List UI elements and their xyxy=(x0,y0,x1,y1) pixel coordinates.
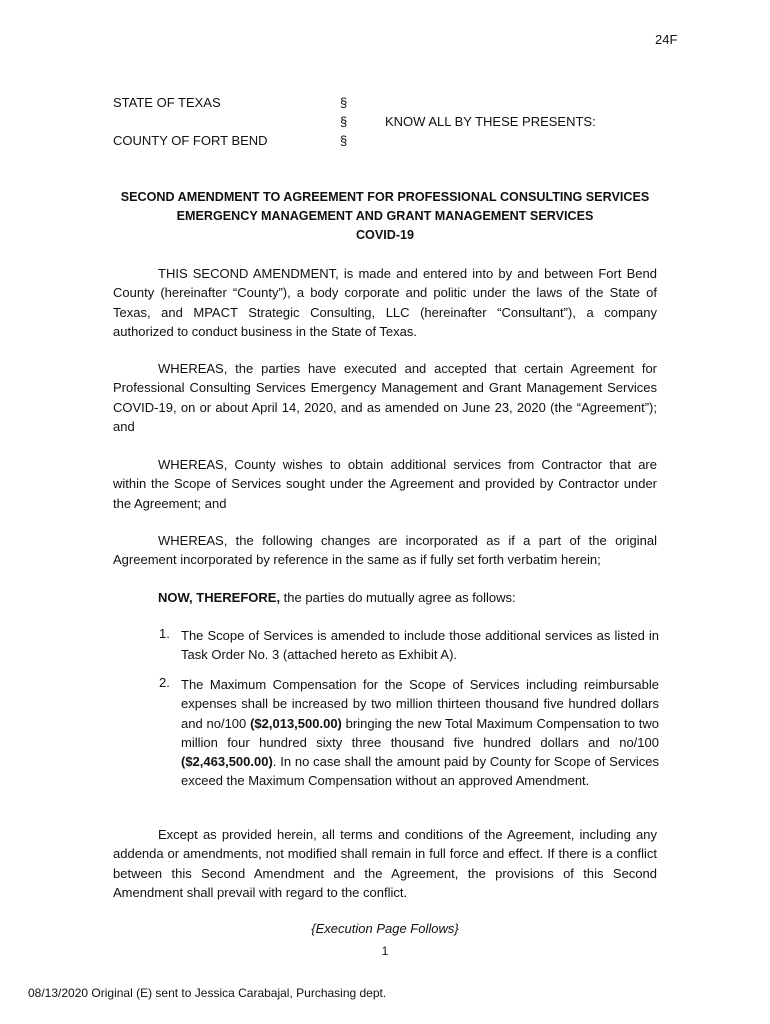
list-item-2-text-e: . In no case shall the amount paid by County for Scope of Services exceed the Maximum Compensation without an approved Amendment. xyxy=(181,754,659,789)
list-item-2-number: 2. xyxy=(159,675,170,690)
list-item-1-number: 1. xyxy=(159,626,170,641)
list-item-2 xyxy=(181,675,659,791)
whereas-paragraph-2: WHEREAS, County wishes to obtain additional services from Contractor that are within the Scope of Services sought under the Agreement and provided by Contractor under the Agreement; and xyxy=(113,457,657,511)
execution-page-note: {Execution Page Follows} xyxy=(311,921,459,936)
amount-increase: ($2,013,500.00) xyxy=(250,715,342,731)
whereas-paragraph-3: WHEREAS, the following changes are incorporated as if a part of the original Agreement incorporated by reference in the same as if fully set forth verbatim herein; xyxy=(113,533,657,568)
now-therefore-paragraph xyxy=(113,588,657,607)
list-item-1: The Scope of Services is amended to include those additional services as listed in Task Order No. 3 (attached hereto as Exhibit A). xyxy=(181,628,659,663)
caption-know-all: KNOW ALL BY THESE PRESENTS: xyxy=(385,114,596,129)
now-therefore-label: NOW, THEREFORE, xyxy=(158,590,281,605)
document-tag: 24F xyxy=(655,32,678,47)
section-symbol-2: § xyxy=(340,114,348,129)
section-symbol-1: § xyxy=(340,95,348,110)
list-item-2-text-c: bringing the new Total Maximum Compensation to two million four hundred sixty three thousand five hundred dollars and no/100 xyxy=(181,715,659,750)
list-item-2-text-a: The Maximum Compensation for the Scope of Services including reimbursable expenses shall be increased by two million thirteen thousand five hundred dollars and no/100 xyxy=(181,677,659,731)
section-symbol-3: § xyxy=(340,133,348,148)
title-line-2: EMERGENCY MANAGEMENT AND GRANT MANAGEMENT SERVICES xyxy=(176,209,594,223)
footer-note: 08/13/2020 Original (E) sent to Jessica Carabajal, Purchasing dept. xyxy=(28,986,387,1000)
now-therefore-text: the parties do mutually agree as follows: xyxy=(280,590,516,605)
page-number: 1 xyxy=(381,944,389,958)
amount-total: ($2,463,500.00) xyxy=(181,754,273,770)
whereas-paragraph-1: WHEREAS, the parties have executed and accepted that certain Agreement for Professional Consulting Services Emergency Management and Grant Management Services COVID-19, on or about April 14, 2020, and as amended on June 23, 2020 (the “Agreement”); and xyxy=(113,361,657,434)
caption-state: STATE OF TEXAS xyxy=(113,95,221,110)
title-line-1: SECOND AMENDMENT TO AGREEMENT FOR PROFESSIONAL CONSULTING SERVICES xyxy=(120,190,650,204)
closing-paragraph: Except as provided herein, all terms and conditions of the Agreement, including any addenda or amendments, not modified shall remain in full force and effect. If there is a conflict between this Second Amendment and the Agreement, the provisions of this Second Amendment shall prevail with regard to the conflict. xyxy=(113,827,657,900)
caption-county: COUNTY OF FORT BEND xyxy=(113,133,268,148)
intro-paragraph: THIS SECOND AMENDMENT, is made and entered into by and between Fort Bend County (hereinafter “County”), a body corporate and politic under the laws of the State of Texas, and MPACT Strategic Consulting, LLC (hereinafter “Consultant”), a company authorized to conduct business in the State of Texas. xyxy=(113,266,657,339)
title-line-3: COVID-19 xyxy=(355,228,415,242)
